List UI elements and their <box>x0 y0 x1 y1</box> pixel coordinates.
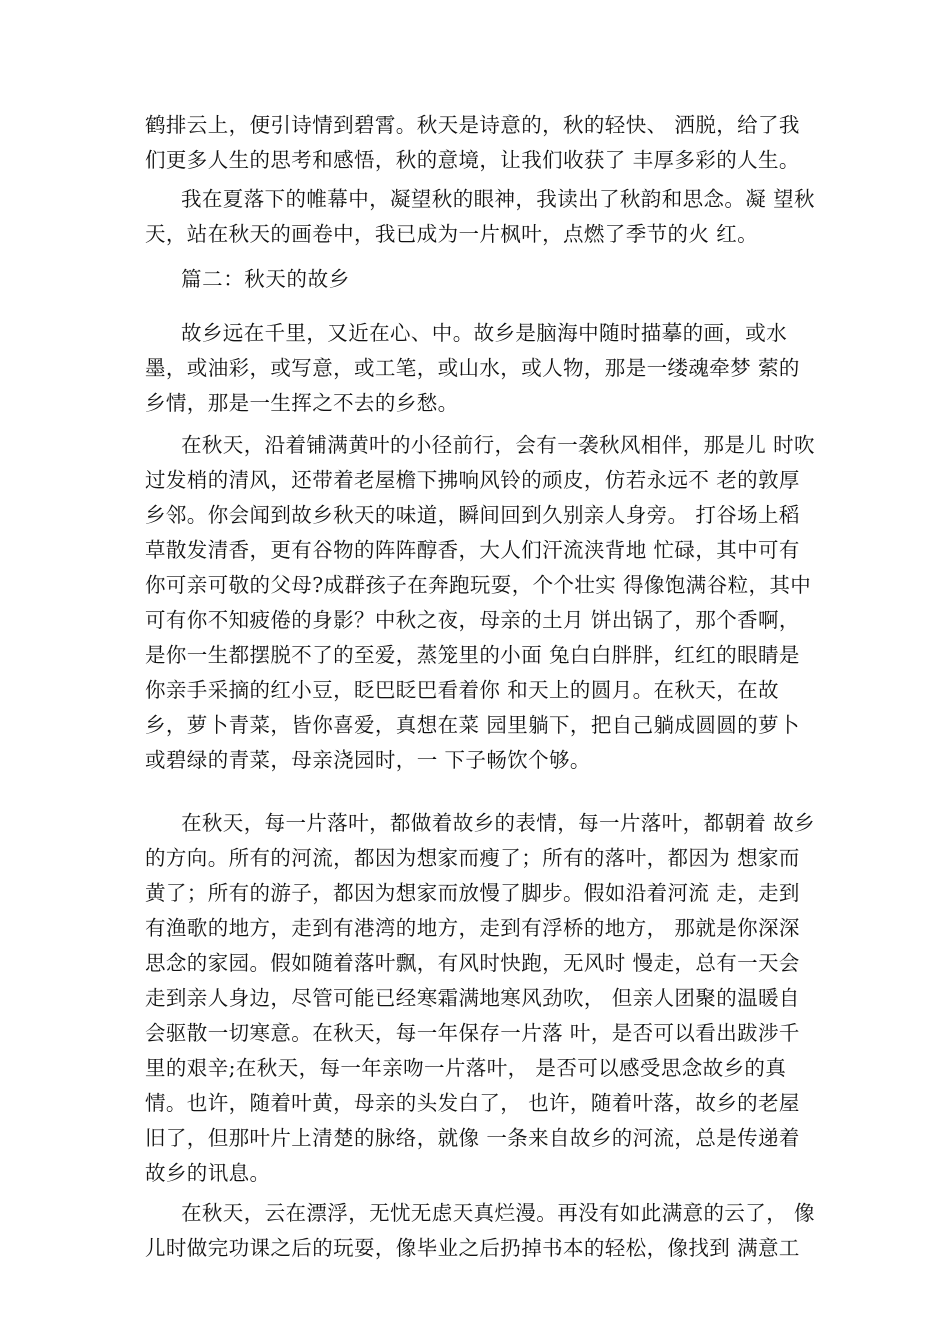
text-line: 故乡的讯息。 <box>145 1161 271 1185</box>
text-line: 里的艰辛;在秋天，每一年亲吻一片落叶， 是否可以感受思念故乡的真 <box>145 1056 787 1080</box>
text-line: 的方向。所有的河流，都因为想家而瘦了；所有的落叶，都因为 想家而 <box>145 846 800 870</box>
text-line: 鹤排云上，便引诗情到碧霄。秋天是诗意的，秋的轻快、 洒脱，给了我 <box>145 113 800 137</box>
text-line: 情。也许，随着叶黄，母亲的头发白了， 也许，随着叶落，故乡的老屋 <box>145 1091 800 1115</box>
paragraph-summer-curtain <box>145 182 825 252</box>
text-line: 过发梢的清风，还带着老屋檐下拂响风铃的顽皮，仿若永远不 老的敦厚 <box>145 468 800 492</box>
text-line: 是你一生都摆脱不了的至爱，蒸笼里的小面 兔白白胖胖，红红的眼睛是 <box>145 643 800 667</box>
text-line: 墨，或油彩，或写意，或工笔，或山水，或人物，那是一缕魂牵梦 萦的 <box>145 356 800 380</box>
text-line: 旧了，但那叶片上清楚的脉络，就像 一条来自故乡的河流，总是传递着 <box>145 1126 800 1150</box>
section-heading <box>145 262 825 297</box>
paragraph-autumn-path <box>145 428 825 778</box>
text-line: 故乡远在千里，又近在心、中。故乡是脑海中随时描摹的画，或水 <box>181 321 788 345</box>
text-line: 乡邻。你会闻到故乡秋天的味道，瞬间回到久别亲人身旁。 打谷场上稻 <box>145 503 800 527</box>
text-line: 乡情，那是一生挥之不去的乡愁。 <box>145 391 459 415</box>
text-line: 你亲手采摘的红小豆，眨巴眨巴看着你 和天上的圆月。在秋天，在故 <box>145 678 779 702</box>
heading-text: 篇二：秋天的故乡 <box>181 267 350 291</box>
text-line: 在秋天，沿着铺满黄叶的小径前行，会有一袭秋风相伴，那是儿 时吹 <box>181 433 815 457</box>
text-line: 黄了；所有的游子，都因为想家而放慢了脚步。假如沿着河流 走，走到 <box>145 881 800 905</box>
text-line: 思念的家园。假如随着落叶飘，有风时快跑，无风时 慢走，总有一天会 <box>145 951 800 975</box>
text-line: 在秋天，云在漂浮，无忧无虑天真烂漫。再没有如此满意的云了， 像 <box>181 1201 815 1225</box>
paragraph-floating-clouds <box>145 1196 825 1266</box>
text-line: 走到亲人身边，尽管可能已经寒霜满地寒风劲吹， 但亲人团聚的温暖自 <box>145 986 800 1010</box>
text-line: 们更多人生的思考和感悟，秋的意境，让我们收获了 丰厚多彩的人生。 <box>145 148 800 172</box>
text-line: 有渔歌的地方，走到有港湾的地方，走到有浮桥的地方， 那就是你深深 <box>145 916 800 940</box>
text-line: 乡，萝卜青菜，皆你喜爱，真想在菜 园里躺下，把自己躺成圆圆的萝卜 <box>145 713 800 737</box>
text-line: 我在夏落下的帷幕中，凝望秋的眼神，我读出了秋韵和思念。凝 望秋 <box>181 187 815 211</box>
text-line: 在秋天，每一片落叶，都做着故乡的表情，每一片落叶，都朝着 故乡 <box>181 811 815 835</box>
paragraph-falling-leaves <box>145 806 825 1191</box>
text-line: 草散发清香，更有谷物的阵阵醇香，大人们汗流浃背地 忙碌，其中可有 <box>145 538 800 562</box>
paragraph-autumn-poetic <box>145 108 825 178</box>
text-line: 或碧绿的青菜，母亲浇园时，一 下子畅饮个够。 <box>145 748 591 772</box>
paragraph-hometown-far <box>145 316 825 421</box>
text-line: 会驱散一切寒意。在秋天，每一年保存一片落 叶，是否可以看出跋涉千 <box>145 1021 800 1045</box>
text-line: 可有你不知疲倦的身影？中秋之夜，母亲的土月 饼出锅了，那个香啊， <box>145 608 800 632</box>
text-line: 儿时做完功课之后的玩耍，像毕业之后扔掉书本的轻松，像找到 满意工 <box>145 1236 800 1260</box>
text-line: 天，站在秋天的画卷中，我已成为一片枫叶，点燃了季节的火 红。 <box>145 222 759 246</box>
text-line: 你可亲可敬的父母?成群孩子在奔跑玩耍，个个壮实 得像饱满谷粒，其中 <box>145 573 812 597</box>
